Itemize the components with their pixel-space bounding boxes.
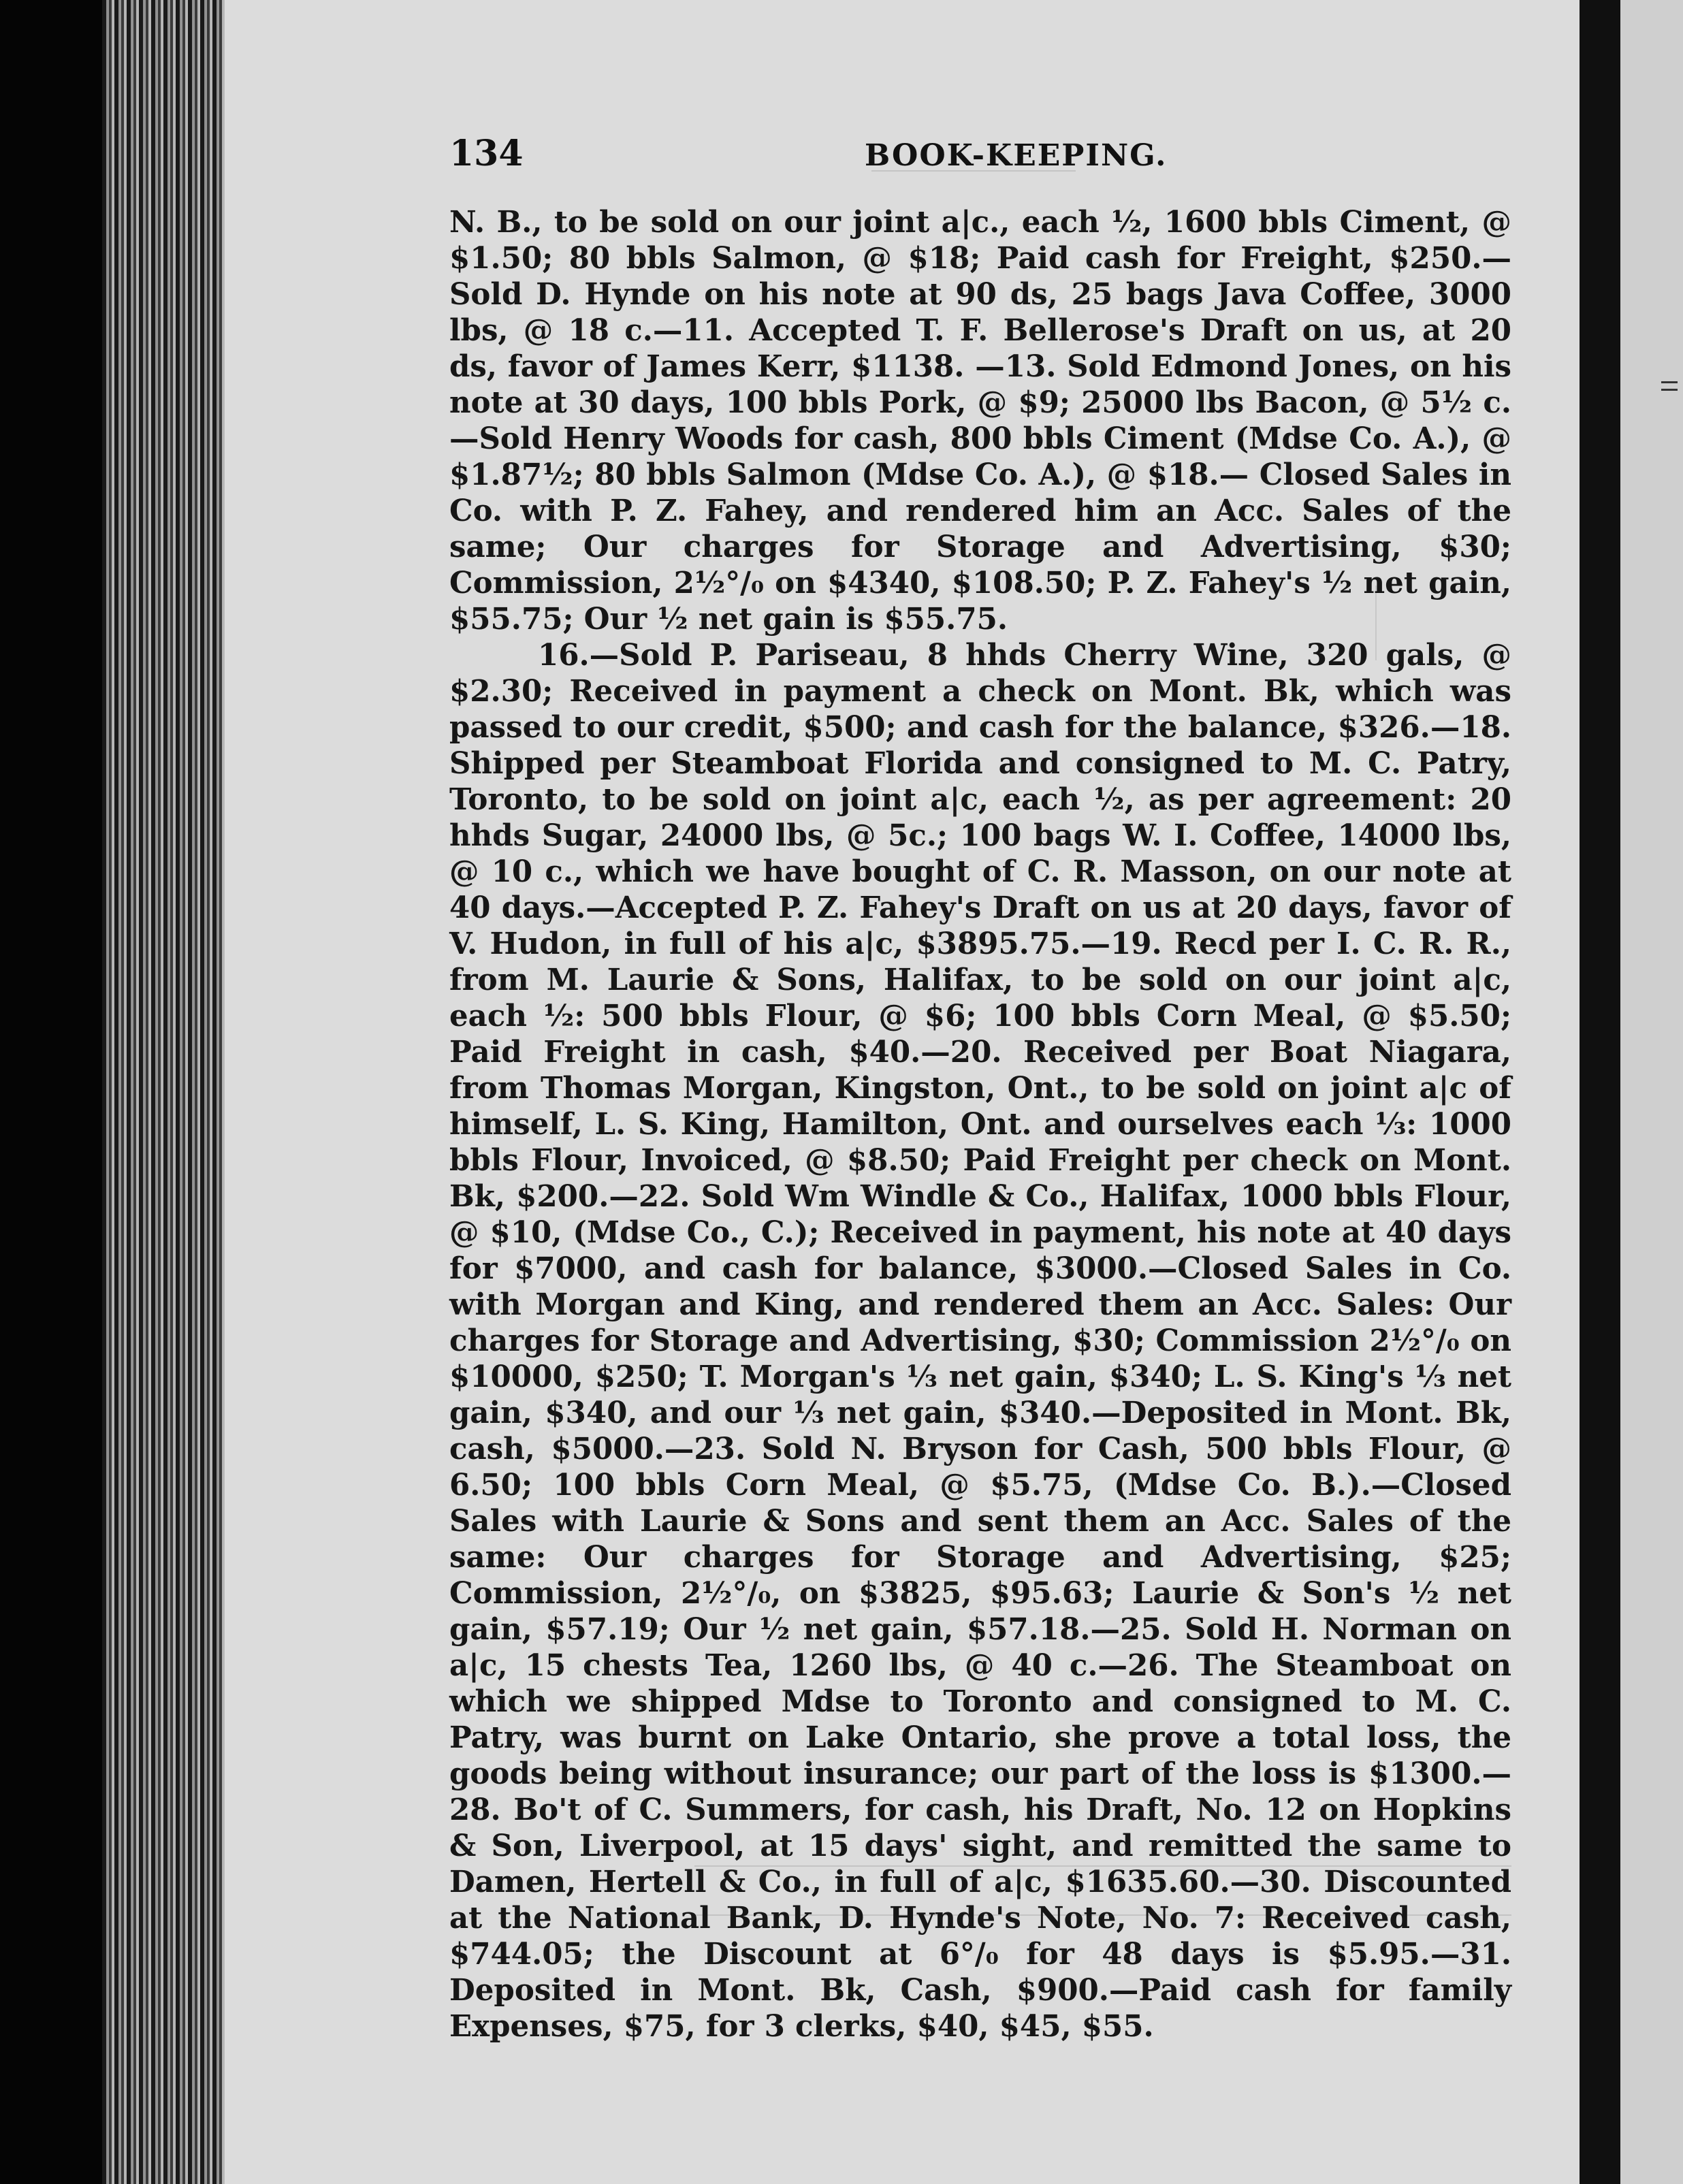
book-page-edges	[102, 0, 231, 2184]
running-head: BOOK-KEEPING.	[865, 138, 1168, 173]
body-text	[449, 204, 1511, 2044]
right-gutter	[1580, 0, 1620, 2184]
page-header	[449, 133, 1539, 180]
paragraph-16: 16.—Sold P. Pariseau, 8 hhds Cherry Wine, 320 gals, @ $2.30; Received in payment a check on Mont. Bk, which was passed to our credit, $500; and cash for the balance, $326.—18. Shipped per Steamboat Florida and consigned to M. C. Patry, Toronto, to be sold on joint a|c, each ½, as per agreement: 20 hhds Sugar, 24000 lbs, @ 5c.; 100 bags W. I. Coffee, 14000 lbs, @ 10 c., which we have bought of C. R. Masson, on our note at 40 days.—Accepted P. Z. Fahey's Draft on us at 20 days, favor of V. Hudon, in full of his a|c, $3895.75.—19. Recd per I. C. R. R., from M. Laurie & Sons, Halifax, to be sold on our joint a|c, each ½: 500 bbls Flour, @ $6; 100 bbls Corn Meal, @ $5.50; Paid Freight in cash, $40.—20. Received per Boat Niagara, from Thomas Morgan, Kingston, Ont., to be sold on joint a|c of himself, L. S. King, Hamilton, Ont. and ourselves each ⅓: 1000 bbls Flour, Invoiced, @ $8.50; Paid Freight per check on Mont. Bk, $200.—22. Sold Wm Windle & Co., Halifax, 1000 bbls Flour, @ $10, (Mdse Co., C.); Received in payment, his note at 40 days for $7000, and cash for balance, $3000.—Closed Sales in Co. with Morgan and King, and rendered them an Acc. Sales: Our charges for Storage and Advertising, $30; Commission 2½°/₀ on $10000, $250; T. Morgan's ⅓ net gain, $340; L. S. King's ⅓ net gain, $340, and our ⅓ net gain, $340.—Deposited in Mont. Bk, cash, $5000.—23. Sold N. Bryson for Cash, 500 bbls Flour, @ 6.50; 100 bbls Corn Meal, @ $5.75, (Mdse Co. B.).—Closed Sales with Laurie & Sons and sent them an Acc. Sales of the same: Our charges for Storage and Advertising, $25; Commission, 2½°/₀, on $3825, $95.63; Laurie & Son's ½ net gain, $57.19; Our ½ net gain, $57.18.—25. Sold H. Norman on a|c, 15 chests Tea, 1260 lbs, @ 40 c.—26. The Steamboat on which we shipped Mdse to Toronto and consigned to M. C. Patry, was burnt on Lake Ontario, she prove a total loss, the goods being without insurance; our part of the loss is $1300.—28. Bo't of C. Summers, for cash, his Draft, No. 12 on Hopkins & Son, Liverpool, at 15 days' sight, and remitted the same to Damen, Hertell & Co., in full of a|c, $1635.60.—30. Discounted at the National Bank, D. Hynde's Note, No. 7: Received cash, $744.05; the Discount at 6°/₀ for 48 days is $5.95.—31. Deposited in Mont. Bk, Cash, $900.—Paid cash for family Expenses, $75, for 3 clerks, $40, $45, $55.	[449, 638, 1511, 2044]
next-page-sliver	[1620, 0, 1683, 2184]
page-number: 134	[449, 133, 524, 174]
paragraph-continued: N. B., to be sold on our joint a|c., each ½, 1600 bbls Ciment, @ $1.50; 80 bbls Salmon, @ $18; Paid cash for Freight, $250.—Sold D. Hynde on his note at 90 ds, 25 bags Java Coffee, 3000 lbs, @ 18 c.—11. Accepted T. F. Bellerose's Draft on us, at 20 ds, favor of James Kerr, $1138. —13. Sold Edmond Jones, on his note at 30 days, 100 bbls Pork, @ $9; 25000 lbs Bacon, @ 5½ c.—Sold Henry Woods for cash, 800 bbls Ciment (Mdse Co. A.), @ $1.87½; 80 bbls Salmon (Mdse Co. A.), @ $18.— Closed Sales in Co. with P. Z. Fahey, and rendered him an Acc. Sales of the same; Our charges for Storage and Advertising, $30; Commission, 2½°/₀ on $4340, $108.50; P. Z. Fahey's ½ net gain, $55.75; Our ½ net gain is $55.75.	[449, 205, 1511, 637]
next-page-mark	[1661, 381, 1678, 391]
